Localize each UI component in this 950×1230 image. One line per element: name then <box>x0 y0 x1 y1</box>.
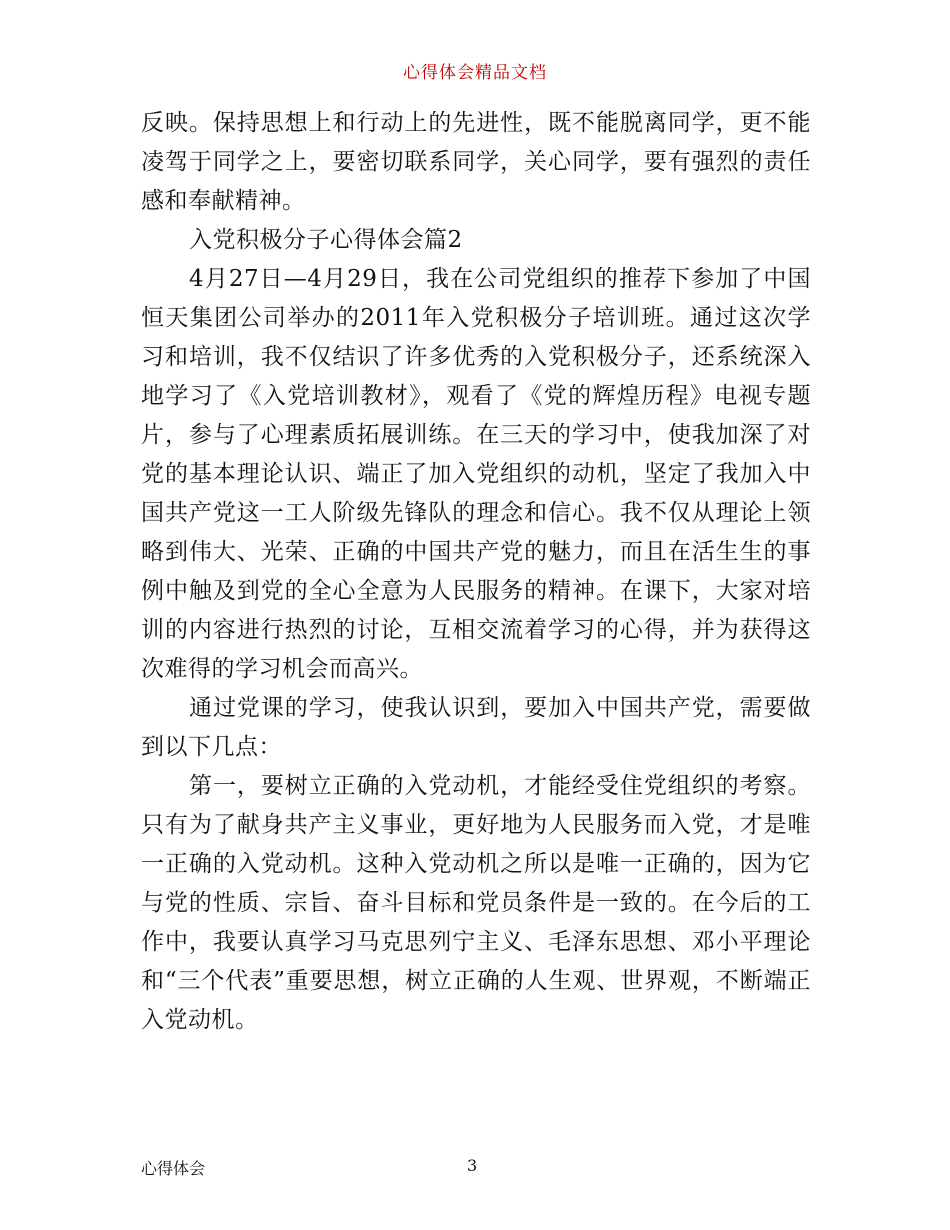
page-number: 3 <box>467 1156 478 1175</box>
document-header-title: 心得体会精品文档 <box>403 63 547 83</box>
paragraph-continuation: 反映。保持思想上和行动上的先进性，既不能脱离同学，更不能凌驾于同学之上，要密切联系同学，关心同学，要有强烈的责任感和奉献精神。 <box>141 110 811 214</box>
footer-label: 心得体会 <box>141 1159 206 1178</box>
paragraph: 通过党课的学习，使我认识到，要加入中国共产党，需要做到以下几点： <box>141 695 811 760</box>
section-heading: 入党积极分子心得体会篇2 <box>189 227 463 253</box>
document-body <box>141 104 811 1040</box>
paragraph: 第一，要树立正确的入党动机，才能经受住党组织的考察。只有为了献身共产主义事业，更好地为人民服务而入党，才是唯一正确的入党动机。这种入党动机之所以是唯一正确的，因为它与党的性质、宗旨、奋斗目标和党员条件是一致的。在今后的工作中，我要认真学习马克思列宁主义、毛泽东思想、邓小平理论和“三个代表”重要思想，树立正确的人生观、世界观，不断端正入党动机。 <box>141 773 811 1033</box>
paragraph: 4月27日—4月29日，我在公司党组织的推荐下参加了中国恒天集团公司举办的2011年入党积极分子培训班。通过这次学习和培训，我不仅结识了许多优秀的入党积极分子，还系统深入地学习了《入党培训教材》，观看了《党的辉煌历程》电视专题片，参与了心理素质拓展训练。在三天的学习中，使我加深了对党的基本理论认识、端正了加入党组织的动机，坚定了我加入中国共产党这一工人阶级先锋队的理念和信心。我不仅从理论上领略到伟大、光荣、正确的中国共产党的魅力，而且在活生生的事例中触及到党的全心全意为人民服务的精神。在课下，大家对培训的内容进行热烈的讨论，互相交流着学习的心得，并为获得这次难得的学习机会而高兴。 <box>141 266 811 682</box>
